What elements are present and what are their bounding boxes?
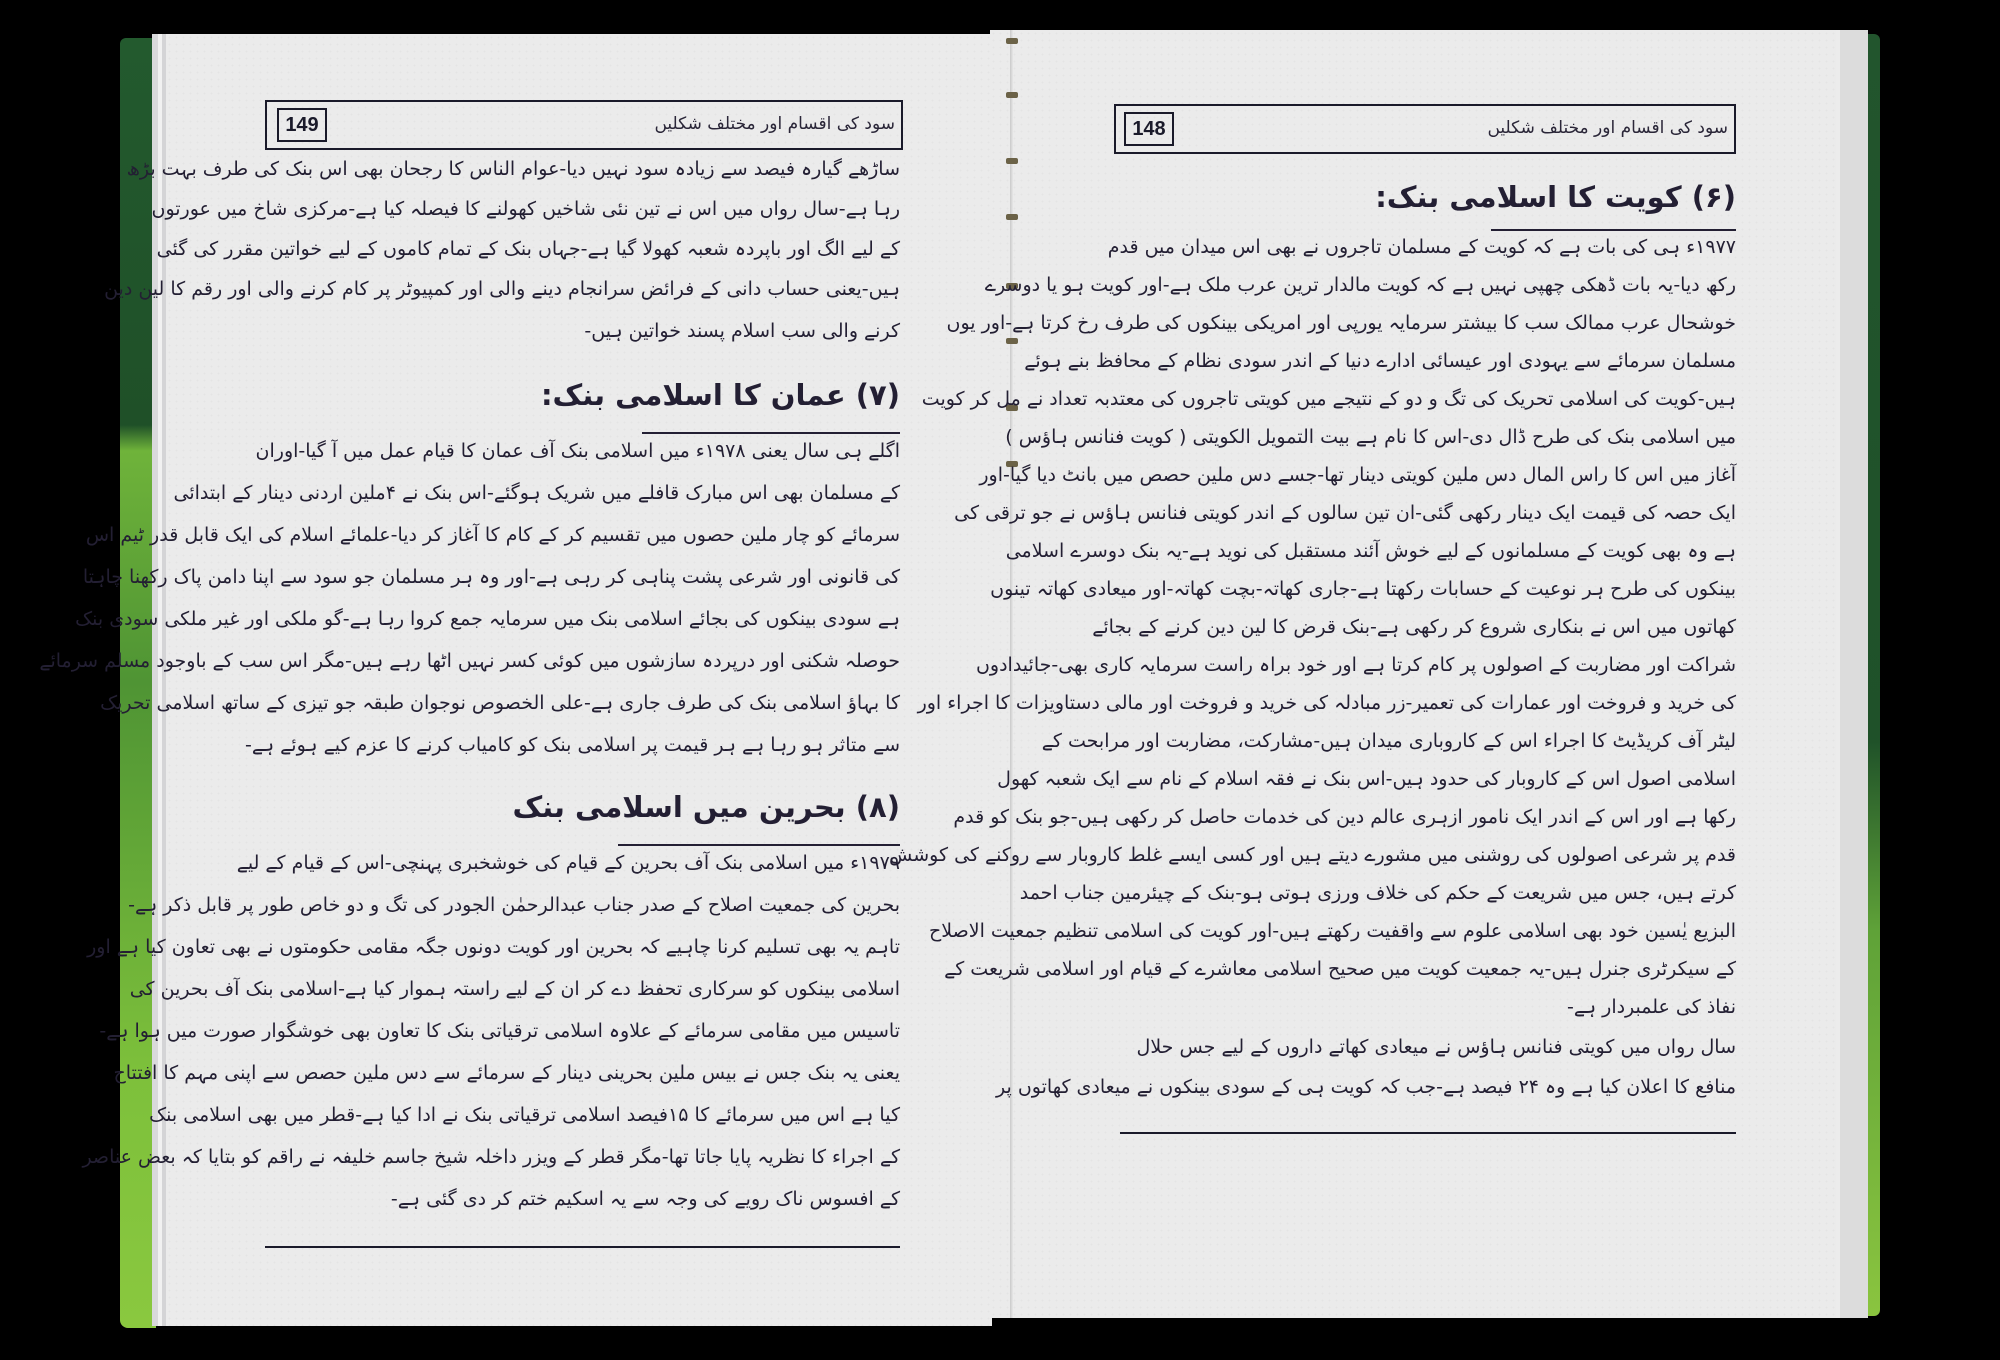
- text-line: کیا ہے اس میں سرمائے کا ۱۵فیصد اسلامی ترقیاتی بنک نے ادا کیا ہے-قطر میں بھی اسلامی بنک: [149, 1104, 900, 1126]
- text-line: اگلے ہی سال یعنی ۱۹۷۸ء میں اسلامی بنک آف عمان کا قیام عمل میں آ گیا-اوران: [255, 440, 900, 462]
- footer-rule: [1120, 1132, 1736, 1134]
- text-line: شراکت اور مضاربت کے اصولوں پر کام کرتا ہے اور خود براہ راست سرمایہ کاری بھی-جائیدادوں: [975, 654, 1736, 676]
- text-line: کی قانونی اور شرعی پشت پناہی کر رہی ہے-اور وہ ہر مسلمان جو سود سے اپنا دامن پاک رکھنا چاہتا: [82, 566, 900, 588]
- text-line: کے مسلمان بھی اس مبارک قافلے میں شریک ہوگئے-اس بنک نے ۴ملین اردنی دینار کے ابتدائی: [173, 482, 900, 504]
- text-line: منافع کا اعلان کیا ہے وہ ۲۴ فیصد ہے-جب کہ کویت ہی کے سودی بینکوں نے میعادی کھاتوں پر: [996, 1076, 1736, 1098]
- text-line: کے سیکرٹری جنرل ہیں-یہ جمعیت کویت میں صحیح اسلامی معاشرے کے قیام اور اسلامی شریعت کے: [944, 958, 1736, 980]
- text-line: بحرین کی جمعیت اصلاح کے صدر جناب عبدالرحمٰن الجودر کی تگ و دو خاص طور پر قابل ذکر ہے-: [128, 894, 900, 916]
- text-line: کے افسوس ناک رویے کی وجہ سے یہ اسکیم ختم کر دی گئی ہے-: [390, 1188, 900, 1210]
- text-line: کھاتوں میں اس نے بنکاری شروع کر رکھی ہے-بنک قرض کا لین دین کرنے کے بجائے: [1092, 616, 1736, 638]
- text-line: کرنے والی سب اسلام پسند خواتین ہیں-: [584, 320, 900, 342]
- book-cover-left-edge: [120, 38, 156, 1328]
- text-line: ہے وہ بھی کویت کے مسلمانوں کے لیے خوش آئند مستقبل کی نوید ہے-یہ بنک دوسرے اسلامی: [1005, 540, 1736, 562]
- text-line: کے اجراء کا نظریہ پایا جاتا تھا-مگر قطر کے ویزر داخلہ شیخ جاسم خلیفہ نے راقم کو بتایا کہ بعض عناصر: [82, 1146, 900, 1168]
- text-line: بینکوں کی طرح ہر نوعیت کے حسابات رکھتا ہے-جاری کھاتہ-بچت کھاتہ-اور میعادی کھاتہ تینوں: [990, 578, 1736, 600]
- text-line: سال رواں میں کویتی فنانس ہاؤس نے میعادی کھاتے داروں کے لیے جس حلال: [1136, 1036, 1736, 1058]
- binding-stitch: [1006, 214, 1018, 220]
- heading-underline: [1491, 229, 1736, 231]
- binding-stitch: [1006, 338, 1018, 344]
- text-line: تاہم یہ بھی تسلیم کرنا چاہیے کہ بحرین اور کویت دونوں جگہ مقامی حکومتوں نے بھی تعاون کیا ہے اور: [87, 936, 900, 958]
- right-page-body: [889, 0, 1736, 1360]
- text-line: قدم پر شرعی اصولوں کی روشنی میں مشورے دیتے ہیں اور کسی ایسے غلط کاروبار سے روکنے کی کوشش: [889, 844, 1736, 866]
- text-line: رکھا ہے اور اس کے اندر ایک نامور ازہری عالم دین کی خدمات حاصل کر رکھی ہیں-جو بنک کو قدم: [953, 806, 1736, 828]
- text-line: سے متاثر ہو رہا ہے ہر قیمت پر اسلامی بنک کو کامیاب کرنے کا عزم کیے ہوئے ہے-: [245, 734, 900, 756]
- section-heading-oman: (۷) عمان کا اسلامی بنک:: [540, 378, 900, 412]
- text-line: میں اسلامی بنک کی طرح ڈال دی-اس کا نام ہے بیت التمویل الکویتی ( کویت فنانس ہاؤس ): [1005, 426, 1736, 448]
- text-line: ساڑھے گیارہ فیصد سے زیادہ سود نہیں دیا-عوام الناس کا رجحان بھی اس بنک کی طرف بہت بڑھ: [126, 158, 900, 180]
- text-line: ہیں-یعنی حساب دانی کے فرائض سرانجام دینے والی اور کمپیوٹر پر کام کرنے والی اور رقم کا لین دین: [104, 278, 900, 300]
- text-line: تاسیس میں مقامی سرمائے کے علاوہ اسلامی ترقیاتی بنک کا تعاون بھی خوشگوار صورت میں ہوا ہے-: [99, 1020, 900, 1042]
- running-title: سود کی اقسام اور مختلف شکلیں: [1487, 118, 1728, 138]
- text-line: نفاذ کی علمبردار ہے-: [1566, 996, 1736, 1018]
- text-line: یعنی یہ بنک جس نے بیس ملین بحرینی دینار کے سرمائے سے دس ملین حصص سے اپنی مہم کا افتتاح: [113, 1062, 900, 1084]
- text-line: اسلامی اصول اس کے کاروبار کی حدود ہیں-اس بنک نے فقہ اسلام کے نام سے ایک شعبہ کھول: [997, 768, 1736, 790]
- page-number-148: 148: [1124, 112, 1174, 146]
- text-line: آغاز میں اس کا راس المال دس ملین کویتی دینار تھا-جسے دس ملین حصص میں بانٹ دیا گیا-اور: [979, 464, 1736, 486]
- text-line: سرمائے کو چار ملین حصوں میں تقسیم کر کے کام کا آغاز کر دیا-علمائے اسلام کی ایک قابل قدر ٹیم اس: [85, 524, 900, 546]
- binding-stitch: [1006, 158, 1018, 164]
- text-line: ۱۹۷۷ء ہی کی بات ہے کہ کویت کے مسلمان تاجروں نے بھی اس میدان میں قدم: [1107, 236, 1736, 258]
- section-heading-kuwait: (۶) کویت کا اسلامی بنک:: [1375, 180, 1736, 214]
- text-line: حوصلہ شکنی اور درپردہ سازشوں میں کوئی کسر نہیں اٹھا رہے ہیں-مگر اس سب کے باوجود مسلم سرمائے: [39, 650, 900, 672]
- text-line: کا بہاؤ اسلامی بنک کی طرف جاری ہے-علی الخصوص نوجوان طبقہ جو تیزی کے ساتھ اسلامی تحریک: [100, 692, 900, 714]
- section-heading-bahrain: (۸) بحرین میں اسلامی بنک: [512, 790, 900, 824]
- left-page-body: [39, 0, 900, 1360]
- text-line: کے لیے الگ اور باپردہ شعبہ کھولا گیا ہے-جہاں بنک کے تمام کاموں کے لیے خواتین مقرر کی گئی: [156, 238, 900, 260]
- text-line: اسلامی بینکوں کو سرکاری تحفظ دے کر ان کے لیے راستہ ہموار کیا ہے-اسلامی بنک آف بحرین کی: [129, 978, 900, 1000]
- binding-stitch: [1006, 38, 1018, 44]
- text-line: خوشحال عرب ممالک سب کا بیشتر سرمایہ یورپی اور امریکی بینکوں کی طرف رخ کرتا ہے-اور یوں: [946, 312, 1736, 334]
- heading-underline: [618, 844, 900, 846]
- text-line: کرتے ہیں، جس میں شریعت کے حکم کی خلاف ورزی ہوتی ہو-بنک کے چیئرمین جناب احمد: [1019, 882, 1736, 904]
- text-line: رہا ہے-سال رواں میں اس نے تین نئی شاخیں کھولنے کا فیصلہ کیا ہے-مرکزی شاخ میں عورتوں: [151, 198, 900, 220]
- text-line: ہیں-کویت کی اسلامی تحریک کی تگ و دو کے نتیجے میں کویتی تاجروں کی معتدبہ تعداد نے مل کر کویت: [921, 388, 1736, 410]
- binding-stitch: [1006, 92, 1018, 98]
- text-line: ہے سودی بینکوں کی بجائے اسلامی بنک میں سرمایہ جمع کروا رہا ہے-گو ملکی اور غیر ملکی سودی بنک: [75, 608, 900, 630]
- text-line: رکھ دیا-یہ بات ڈھکی چھپی نہیں ہے کہ کویت مالدار ترین عرب ملک ہے-اور کویت ہو یا دوسرے: [984, 274, 1736, 296]
- page-number-149: 149: [277, 108, 327, 142]
- book-cover-right-edge: [1866, 34, 1880, 1316]
- text-line: مسلمان سرمائے سے یہودی اور عیسائی ادارے دنیا کے اندر سودی نظام کے محافظ بنے ہوئے: [1024, 350, 1736, 372]
- text-line: کی خرید و فروخت اور عمارات کی تعمیر-زر مبادلہ کی خرید و فروخت اور مالی دستاویزات کا اجراء اور: [917, 692, 1736, 714]
- heading-underline: [642, 432, 900, 434]
- running-title: سود کی اقسام اور مختلف شکلیں: [654, 114, 895, 134]
- text-line: لیٹر آف کریڈیٹ کا اجراء اس کے کاروباری میدان ہیں-مشارکت، مضاربت اور مرابحت کے: [1041, 730, 1736, 752]
- text-line: البزیع یٰسین خود بھی اسلامی علوم سے واقفیت رکھتے ہیں-اور کویت کی اسلامی تنظیم جمعیت الاصلاح: [929, 920, 1736, 942]
- text-line: ایک حصہ کی قیمت ایک دینار رکھی گئی-ان تین سالوں کے اندر کویتی فنانس ہاؤس نے جو ترقی کی: [954, 502, 1736, 524]
- text-line: ۱۹۷۹ء میں اسلامی بنک آف بحرین کے قیام کی خوشخبری پہنچی-اس کے قیام کے لیے: [236, 852, 900, 874]
- footer-rule: [265, 1246, 900, 1248]
